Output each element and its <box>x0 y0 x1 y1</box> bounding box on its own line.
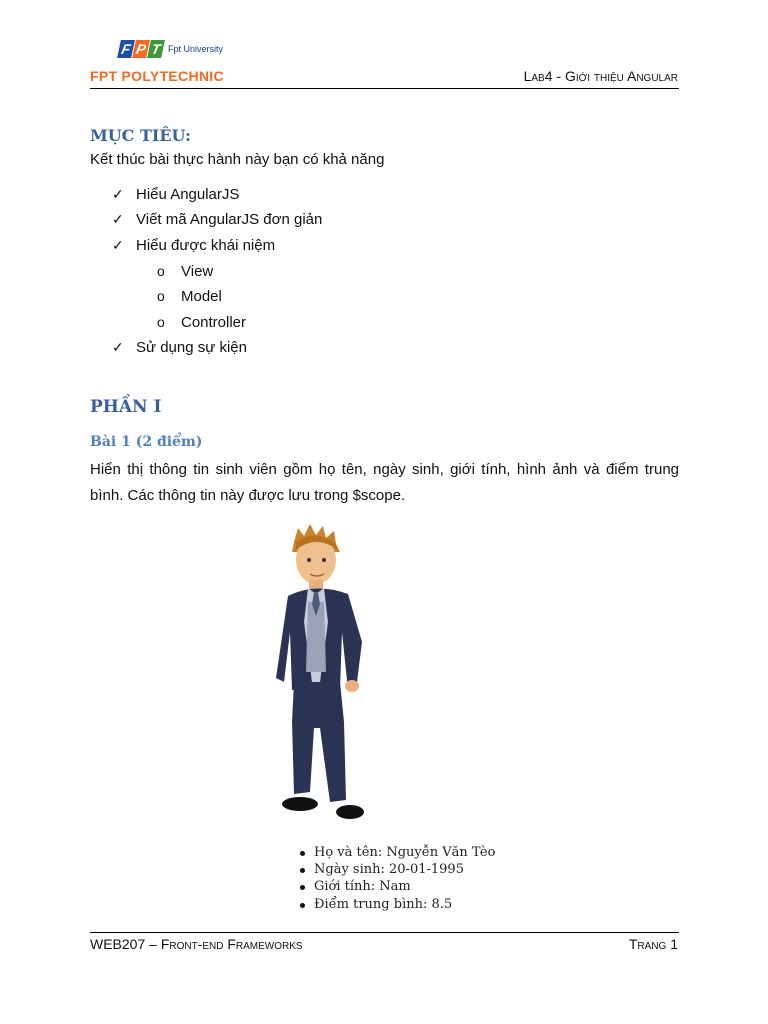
list-item-text: Hiểu AngularJS <box>136 186 240 203</box>
bullet-icon <box>300 885 305 890</box>
footer-course: WEB207 – Front-end Frameworks <box>90 936 303 952</box>
sub-list-item-text: Controller <box>181 314 247 331</box>
checkmark-icon: ✓ <box>112 237 124 253</box>
exercise-title: Bài 1 (2 điểm) <box>90 434 203 450</box>
logo-letter-f: F <box>117 40 135 58</box>
objectives-heading: MỤC TIÊU: <box>90 126 191 145</box>
logo-letter-t: T <box>147 40 165 58</box>
checkmark-icon: ✓ <box>112 186 124 202</box>
footer-page-number: Trang 1 <box>628 936 678 952</box>
fpt-university-logo <box>119 36 223 62</box>
sub-list-item-text: Model <box>181 288 222 305</box>
objectives-intro: Kết thúc bài thực hành này bạn có khả năng <box>90 151 385 168</box>
student-gpa: Điểm trung bình: 8.5 <box>314 897 453 912</box>
bullet-icon <box>300 903 305 908</box>
bullet-icon <box>300 868 305 873</box>
checkmark-icon: ✓ <box>112 211 124 227</box>
logo-letter-p: P <box>132 40 150 58</box>
sub-list-item-text: View <box>181 263 214 280</box>
lab-title: Lab4 - Giới thiệu Angular <box>523 68 678 84</box>
logo-subtext: Fpt University <box>168 44 224 54</box>
footer-divider <box>90 932 679 933</box>
student-birthdate: Ngày sinh: 20-01-1995 <box>314 862 464 877</box>
bullet-icon <box>300 851 305 856</box>
circle-bullet-icon: o <box>157 314 165 330</box>
checkmark-icon: ✓ <box>112 339 124 355</box>
student-name: Họ và tên: Nguyễn Văn Tèo <box>314 845 496 860</box>
list-item-text: Viết mã AngularJS đơn giản <box>136 211 323 228</box>
student-gender: Giới tính: Nam <box>314 879 411 894</box>
list-item-text: Sử dụng sự kiện <box>136 339 247 356</box>
list-item-text: Hiểu được khái niệm <box>136 237 276 254</box>
exercise-description: Hiển thị thông tin sinh viên gồm họ tên, ngày sinh, giới tính, hình ảnh và điểm trung bình. Các thông tin này được lưu trong $scope. <box>90 461 679 504</box>
circle-bullet-icon: o <box>157 263 165 279</box>
brand-name: FPT POLYTECHNIC <box>90 68 224 84</box>
circle-bullet-icon: o <box>157 288 165 304</box>
header-divider <box>90 88 679 89</box>
student-illustration <box>270 522 382 827</box>
section-title: PHẦN I <box>90 397 162 417</box>
